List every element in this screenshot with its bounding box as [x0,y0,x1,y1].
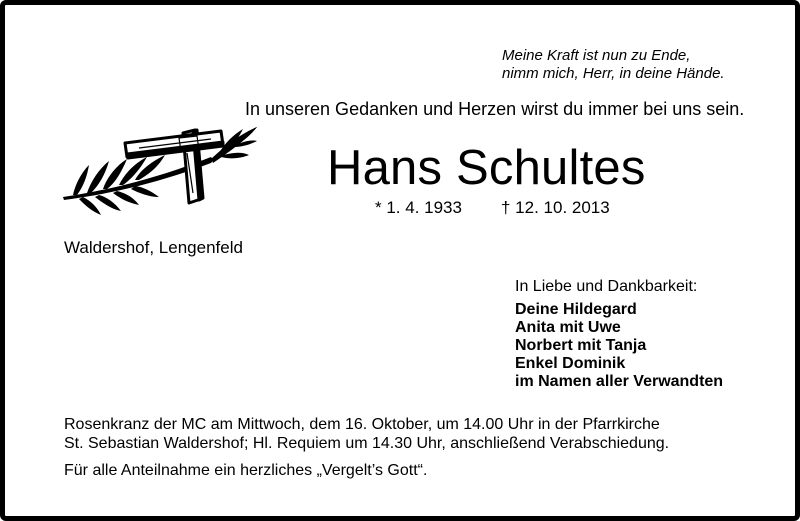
cross-with-palm-branch-icon [61,123,265,219]
thanks-line: Für alle Anteilnahme ein herzliches „Vergelt’s Gott“. [64,462,428,479]
mourners-intro: In Liebe und Dankbarkeit: [515,278,698,295]
motto-line-1: Meine Kraft ist nun zu Ende, [502,47,691,64]
service-line-1: Rosenkranz der MC am Mittwoch, dem 16. Oktober, um 14.00 Uhr in der Pfarrkirche [64,416,660,433]
death-date: † 12. 10. 2013 [501,198,610,217]
mourner-name: im Namen aller Verwandten [515,373,724,390]
location: Waldershof, Lengenfeld [64,238,243,257]
mourner-name: Anita mit Uwe [515,319,621,336]
mourner-name: Norbert mit Tanja [515,337,647,354]
dedication-line: In unseren Gedanken und Herzen wirst du immer bei uns sein. [245,99,745,119]
mourners-list [515,301,723,391]
mourner-name: Deine Hildegard [515,301,637,318]
motto-verse [502,47,725,83]
birth-date: * 1. 4. 1933 [375,198,462,217]
deceased-name: Hans Schultes [327,141,646,195]
service-line-2: St. Sebastian Waldershof; Hl. Requiem um 14.30 Uhr, anschließend Verabschiedung. [64,435,670,452]
mourner-name: Enkel Dominik [515,355,626,372]
motto-line-2: nimm mich, Herr, in deine Hände. [502,65,725,82]
service-details [64,415,669,453]
